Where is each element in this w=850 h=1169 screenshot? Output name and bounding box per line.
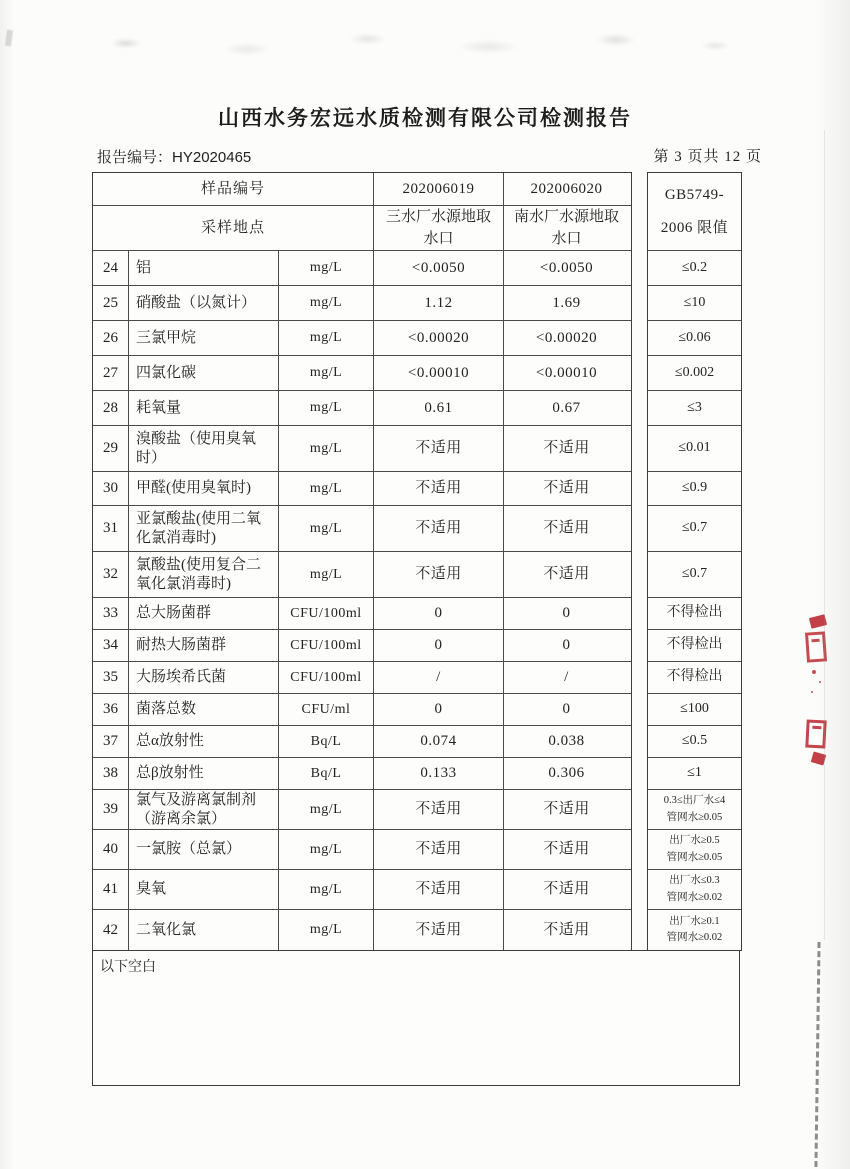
param-number-cell: 38 xyxy=(93,758,129,789)
blank-footer-row xyxy=(92,950,740,1086)
table-row xyxy=(93,321,631,356)
unit-cell: mg/L xyxy=(279,391,374,425)
limit-cell xyxy=(648,356,741,391)
sample1-value-cell: 不适用 xyxy=(374,426,504,471)
unit-cell: mg/L xyxy=(279,910,374,950)
sample1-value-cell: 不适用 xyxy=(374,790,504,829)
param-name-cell: 总α放射性 xyxy=(129,726,279,757)
table-row xyxy=(93,758,631,790)
scan-smudge xyxy=(5,30,13,47)
param-name-cell: 总β放射性 xyxy=(129,758,279,789)
limit-value: 不得检出 xyxy=(666,637,723,653)
sample1-value-cell: 0.133 xyxy=(374,758,504,789)
unit-cell: CFU/100ml xyxy=(279,662,374,693)
table-row xyxy=(93,251,631,286)
param-number-cell: 39 xyxy=(93,790,129,829)
limit-value: ≤0.7 xyxy=(681,566,708,582)
param-name-cell: 亚氯酸盐(使用二氧化氯消毒时) xyxy=(129,506,279,551)
unit-cell: mg/L xyxy=(279,506,374,551)
param-number-cell: 33 xyxy=(93,598,129,629)
limit-value: ≤3 xyxy=(687,399,702,415)
table-row xyxy=(93,506,631,552)
limit-cell xyxy=(648,662,741,694)
param-name-cell: 二氧化氯 xyxy=(129,910,279,950)
sample1-value-cell: 不适用 xyxy=(374,870,504,909)
sample1-id-cell: 202006019 xyxy=(374,173,504,205)
scan-noise-band xyxy=(55,28,765,62)
limit-cell xyxy=(648,830,741,870)
sample1-value-cell: 不适用 xyxy=(374,910,504,950)
sample2-value-cell: 0 xyxy=(562,637,571,654)
stamp-fragment xyxy=(812,670,816,674)
unit-cell: mg/L xyxy=(279,286,374,320)
param-number-cell: 34 xyxy=(93,630,129,661)
param-name-cell: 菌落总数 xyxy=(129,694,279,725)
param-name-cell: 总大肠菌群 xyxy=(129,598,279,629)
limit-value: ≤100 xyxy=(680,701,709,717)
param-number-cell: 36 xyxy=(93,694,129,725)
limit-value-line2: 管网水≥0.02 xyxy=(666,891,723,903)
unit-cell: mg/L xyxy=(279,552,374,597)
header-row-sample-id xyxy=(93,173,631,206)
limit-value: 出厂水≥0.1 xyxy=(669,915,720,927)
limit-value: 出厂水≤0.3 xyxy=(669,875,720,887)
sample2-value-cell: <0.0050 xyxy=(539,259,594,276)
sample1-value-cell: 0.61 xyxy=(374,391,504,425)
limit-cell xyxy=(648,286,741,321)
sample1-value-cell: 1.12 xyxy=(374,286,504,320)
param-name-cell: 耐热大肠菌群 xyxy=(129,630,279,661)
limit-cell xyxy=(648,472,741,506)
sample1-value-cell: <0.00010 xyxy=(374,356,504,390)
sample1-value-cell: 0 xyxy=(374,694,504,725)
param-name-cell: 甲醛(使用臭氧时) xyxy=(129,472,279,505)
limit-cell xyxy=(648,870,741,910)
sample2-value-cell: 不适用 xyxy=(543,921,590,938)
limit-value-line2: 管网水≥0.02 xyxy=(666,932,723,943)
limit-value: 不得检出 xyxy=(666,669,723,685)
limit-cell xyxy=(648,630,741,662)
table-row xyxy=(93,790,631,830)
limit-value: ≤0.2 xyxy=(681,259,708,275)
param-number-cell: 41 xyxy=(93,870,129,909)
sample2-value-cell: 不适用 xyxy=(543,480,590,497)
param-name-cell: 硝酸盐（以氮计） xyxy=(129,286,279,320)
table-row xyxy=(93,830,631,870)
sample1-value-cell: 0 xyxy=(374,598,504,629)
limit-value: ≤0.01 xyxy=(678,440,711,456)
param-name-cell: 铝 xyxy=(129,251,279,285)
sample2-value-cell: 0 xyxy=(562,605,571,622)
limit-cell xyxy=(648,790,741,830)
sample2-value-cell: 不适用 xyxy=(543,440,590,457)
limit-value: ≤0.002 xyxy=(674,364,715,380)
table-row xyxy=(93,426,631,472)
unit-cell: mg/L xyxy=(279,830,374,869)
param-name-cell: 臭氧 xyxy=(129,870,279,909)
unit-cell: CFU/100ml xyxy=(279,630,374,661)
param-name-cell: 氯气及游离氯制剂（游离余氯） xyxy=(129,790,279,829)
unit-cell: mg/L xyxy=(279,426,374,471)
limit-cell xyxy=(648,726,741,758)
sample2-value-cell: 不适用 xyxy=(543,520,590,537)
limit-cell xyxy=(648,426,741,472)
limit-cell xyxy=(648,758,741,790)
param-number-cell: 32 xyxy=(93,552,129,597)
table-row xyxy=(93,662,631,694)
limit-value: ≤0.7 xyxy=(681,520,708,536)
param-number-cell: 26 xyxy=(93,321,129,355)
param-number-cell: 40 xyxy=(93,830,129,869)
sample2-value-cell: / xyxy=(564,669,569,686)
unit-cell: mg/L xyxy=(279,790,374,829)
table-row xyxy=(93,630,631,662)
table-row xyxy=(93,870,631,910)
sample1-site-cell: 三水厂水源地取水口 xyxy=(374,206,504,250)
table-row xyxy=(93,910,631,950)
limit-cell xyxy=(648,598,741,630)
sample2-value-cell: 不适用 xyxy=(543,881,590,898)
unit-cell: mg/L xyxy=(279,356,374,390)
unit-cell: mg/L xyxy=(279,870,374,909)
sample2-value-cell: 不适用 xyxy=(543,801,590,818)
sample2-value-cell: 不适用 xyxy=(543,841,590,858)
table-row xyxy=(93,472,631,506)
sample1-value-cell: 不适用 xyxy=(374,552,504,597)
param-number-cell: 30 xyxy=(93,472,129,505)
table-row xyxy=(93,694,631,726)
limit-header-cell xyxy=(648,173,741,251)
param-number-cell: 31 xyxy=(93,506,129,551)
limit-column xyxy=(647,172,742,951)
sample1-value-cell: / xyxy=(374,662,504,693)
param-number-cell: 24 xyxy=(93,251,129,285)
report-number-line xyxy=(97,146,251,167)
table-row xyxy=(93,598,631,630)
unit-cell: mg/L xyxy=(279,472,374,505)
limit-value-line2: 管网水≥0.05 xyxy=(666,811,723,823)
limit-cell xyxy=(648,251,741,286)
limit-cell xyxy=(648,321,741,356)
limit-cell xyxy=(648,506,741,552)
param-number-cell: 42 xyxy=(93,910,129,950)
limit-value: 不得检出 xyxy=(666,605,723,621)
page-edge-dashed-line xyxy=(814,942,820,1167)
param-name-cell: 溴酸盐（使用臭氧时） xyxy=(129,426,279,471)
sample1-value-cell: 不适用 xyxy=(374,506,504,551)
limit-value: ≤10 xyxy=(683,294,706,310)
table-row xyxy=(93,552,631,598)
sample2-value-cell: 0.038 xyxy=(548,733,585,750)
sample2-site-cell: 南水厂水源地取水口 xyxy=(514,208,620,247)
sample2-id-cell: 202006020 xyxy=(530,180,603,197)
limit-standard-line2: 2006 限值 xyxy=(660,219,729,236)
param-number-cell: 29 xyxy=(93,426,129,471)
unit-cell: Bq/L xyxy=(279,726,374,757)
report-number-value: HY2020465 xyxy=(172,149,252,166)
sample1-value-cell: <0.00020 xyxy=(374,321,504,355)
site-label-cell: 采样地点 xyxy=(93,206,374,250)
limit-cell xyxy=(648,552,741,598)
footer-note: 以下空白 xyxy=(100,960,156,975)
table-row xyxy=(93,391,631,426)
results-table xyxy=(92,172,632,951)
param-name-cell: 一氯胺（总氯） xyxy=(129,830,279,869)
param-name-cell: 四氯化碳 xyxy=(129,356,279,390)
param-name-cell: 三氯甲烷 xyxy=(129,321,279,355)
param-number-cell: 28 xyxy=(93,391,129,425)
limit-value: ≤0.5 xyxy=(681,733,708,749)
sample1-value-cell: 0 xyxy=(374,630,504,661)
limit-cell xyxy=(648,910,741,950)
unit-cell: mg/L xyxy=(279,251,374,285)
page-indicator: 第 3 页共 12 页 xyxy=(653,149,762,165)
table-row xyxy=(93,286,631,321)
param-number-cell: 37 xyxy=(93,726,129,757)
param-name-cell: 大肠埃希氏菌 xyxy=(129,662,279,693)
sample2-value-cell: 不适用 xyxy=(543,566,590,583)
sample2-value-cell: 1.69 xyxy=(552,294,581,311)
sample1-value-cell: 不适用 xyxy=(374,830,504,869)
param-name-cell: 氯酸盐(使用复合二氧化氯消毒时) xyxy=(129,552,279,597)
sample2-value-cell: <0.00010 xyxy=(535,364,598,381)
param-number-cell: 25 xyxy=(93,286,129,320)
limit-value: ≤0.06 xyxy=(678,329,711,345)
limit-value: 0.3≤出厂水≤4 xyxy=(663,795,726,807)
unit-cell: CFU/100ml xyxy=(279,598,374,629)
param-name-cell: 耗氧量 xyxy=(129,391,279,425)
unit-cell: mg/L xyxy=(279,321,374,355)
sample-id-label-cell: 样品编号 xyxy=(93,173,374,205)
param-number-cell: 35 xyxy=(93,662,129,693)
unit-cell: Bq/L xyxy=(279,758,374,789)
table-row xyxy=(93,726,631,758)
unit-cell: CFU/ml xyxy=(279,694,374,725)
param-number-cell: 27 xyxy=(93,356,129,390)
sample1-value-cell: 0.074 xyxy=(374,726,504,757)
limit-value: ≤0.9 xyxy=(681,480,708,496)
limit-cell xyxy=(648,391,741,426)
sample2-value-cell: 0.306 xyxy=(548,765,585,782)
page-edge-line xyxy=(824,130,825,940)
limit-cell xyxy=(648,694,741,726)
limit-value: ≤1 xyxy=(687,765,702,781)
page-title: 山西水务宏远水质检测有限公司检测报告 xyxy=(218,107,632,130)
sample2-value-cell: <0.00020 xyxy=(535,329,598,346)
limit-value: 出厂水≥0.5 xyxy=(669,835,720,847)
header-row-site xyxy=(93,206,631,251)
sample1-value-cell: 不适用 xyxy=(374,472,504,505)
sample2-value-cell: 0 xyxy=(562,701,571,718)
limit-standard-line1: GB5749- xyxy=(664,187,725,204)
sample1-value-cell: <0.0050 xyxy=(374,251,504,285)
report-number-label: 报告编号： xyxy=(97,149,173,166)
limit-value-line2: 管网水≥0.05 xyxy=(666,851,723,863)
sample2-value-cell: 0.67 xyxy=(552,399,581,416)
table-row xyxy=(93,356,631,391)
